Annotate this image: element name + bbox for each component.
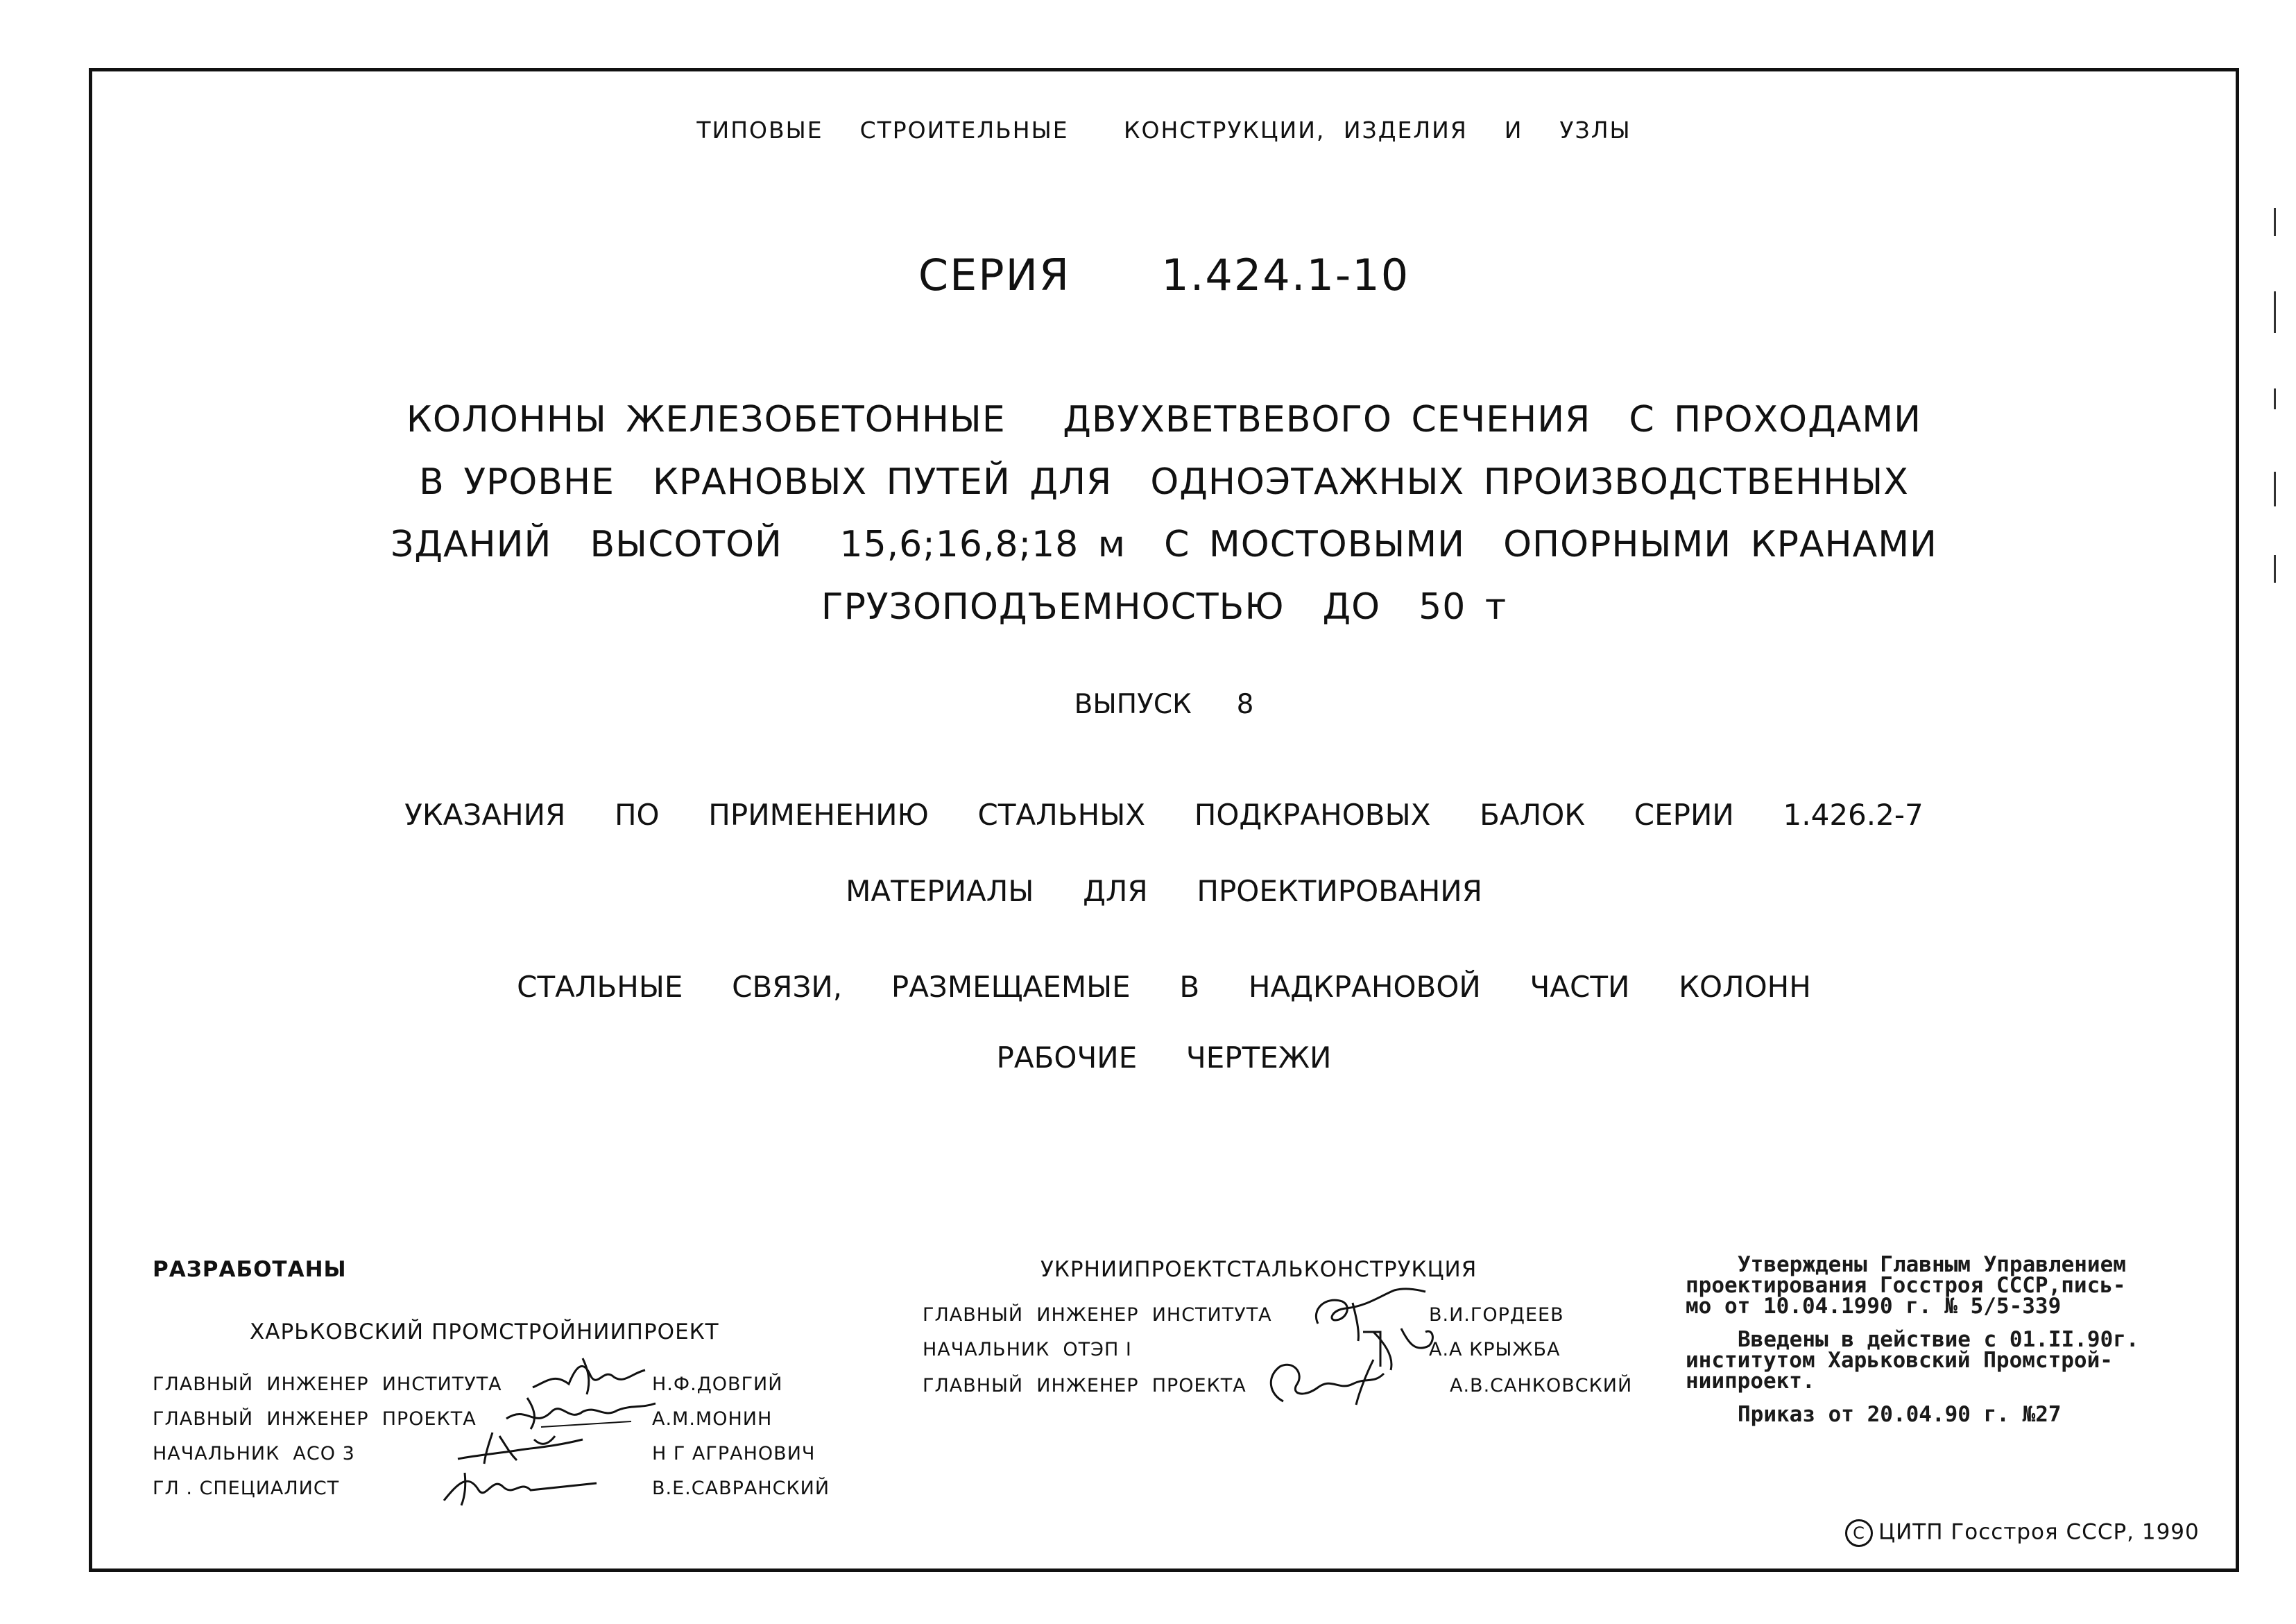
signer-name: А.А КРЫЖБА bbox=[1429, 1339, 1561, 1360]
signer-name: А.М.МОНИН bbox=[652, 1408, 773, 1430]
signer-role: НАЧАЛЬНИК АСО 3 bbox=[153, 1443, 355, 1464]
title-line: ЗДАНИЙ ВЫСОТОЙ 15,6;16,8;18 м С МОСТОВЫМИ ОПОРНЫМИ КРАНАМИ bbox=[391, 524, 1937, 565]
drawings-heading: РАБОЧИЕ ЧЕРТЕЖИ bbox=[996, 1041, 1332, 1075]
handwritten-signature bbox=[437, 1462, 603, 1511]
scan-edge-mark bbox=[2274, 555, 2276, 583]
approval-note bbox=[1686, 1254, 2213, 1437]
bracing-heading: СТАЛЬНЫЕ СВЯЗИ, РАЗМЕЩАЕМЫЕ В НАДКРАНОВОЙ ЧАСТИ КОЛОНН bbox=[517, 970, 1811, 1004]
title-line: КОЛОННЫ ЖЕЛЕЗОБЕТОННЫЕ ДВУХВЕТВЕВОГО СЕЧЕНИЯ С ПРОХОДАМИ bbox=[406, 399, 1922, 441]
approval-line: ниипроект. bbox=[1686, 1369, 1815, 1394]
issue-number: ВЫПУСК 8 bbox=[1074, 689, 1254, 720]
signer-role: ГЛАВНЫЙ ИНЖЕНЕР ПРОЕКТА bbox=[923, 1375, 1246, 1396]
approval-paragraph bbox=[1686, 1329, 2213, 1392]
scan-edge-mark bbox=[2274, 291, 2276, 333]
handwritten-signature bbox=[1262, 1353, 1401, 1408]
signer-name: В.И.ГОРДЕЕВ bbox=[1429, 1304, 1564, 1326]
signer-role: ГЛ . СПЕЦИАЛИСТ bbox=[153, 1478, 340, 1499]
title-line: ГРУЗОПОДЪЕМНОСТЬЮ ДО 50 т bbox=[821, 586, 1507, 628]
approval-paragraph bbox=[1686, 1254, 2213, 1317]
title-line: В УРОВНЕ КРАНОВЫХ ПУТЕЙ ДЛЯ ОДНОЭТАЖНЫХ ПРОИЗВОДСТВЕННЫХ bbox=[419, 461, 1909, 503]
approval-line: проектирования Госстроя СССР,пись- bbox=[1686, 1273, 2126, 1298]
signer-name: А.В.САНКОВСКИЙ bbox=[1450, 1375, 1633, 1396]
scan-edge-mark bbox=[2274, 472, 2276, 506]
signer-name: Н.Ф.ДОВГИЙ bbox=[652, 1374, 783, 1395]
signer-role: ГЛАВНЫЙ ИНЖЕНЕР ПРОЕКТА bbox=[153, 1408, 477, 1430]
signer-role: ГЛАВНЫЙ ИНЖЕНЕР ИНСТИТУТА bbox=[923, 1304, 1272, 1326]
approval-line: мо от 10.04.1990 г. № 5/5-339 bbox=[1686, 1294, 2062, 1319]
materials-heading: МАТЕРИАЛЫ ДЛЯ ПРОЕКТИРОВАНИЯ bbox=[846, 874, 1482, 908]
signer-name: В.Е.САВРАНСКИЙ bbox=[652, 1478, 830, 1499]
signer-role: НАЧАЛЬНИК ОТЭП I bbox=[923, 1339, 1132, 1360]
developed-by-label: РАЗРАБОТАНЫ bbox=[153, 1257, 347, 1282]
approval-paragraph bbox=[1686, 1404, 2213, 1425]
approval-line: Утверждены Главным Управлением bbox=[1738, 1252, 2126, 1277]
developer-organization: ХАРЬКОВСКИЙ ПРОМСТРОЙНИИПРОЕКТ bbox=[250, 1319, 719, 1344]
approval-line: Приказ от 20.04.90 г. №27 bbox=[1738, 1402, 2062, 1427]
scan-edge-mark bbox=[2274, 208, 2276, 236]
copyright-icon: C bbox=[1845, 1519, 1873, 1547]
approval-line: Введены в действие с 01.II.90г. bbox=[1738, 1327, 2139, 1352]
copyright-notice bbox=[1845, 1519, 2200, 1547]
signer-name: Н Г АГРАНОВИЧ bbox=[652, 1443, 816, 1464]
signer-role: ГЛАВНЫЙ ИНЖЕНЕР ИНСТИТУТА bbox=[153, 1374, 502, 1395]
scan-edge-mark bbox=[2274, 388, 2276, 409]
approval-line: институтом Харьковский Промстрой- bbox=[1686, 1348, 2113, 1373]
series-number: СЕРИЯ 1.424.1-10 bbox=[918, 250, 1410, 300]
document-title bbox=[89, 388, 2239, 638]
instructions-heading: УКАЗАНИЯ ПО ПРИМЕНЕНИЮ СТАЛЬНЫХ ПОДКРАНОВЫХ БАЛОК СЕРИИ 1.426.2-7 bbox=[404, 798, 1924, 832]
copyright-text: ЦИТП Госстроя СССР, 1990 bbox=[1878, 1519, 2200, 1545]
handwritten-signature bbox=[451, 1426, 590, 1467]
document-category: ТИПОВЫЕ СТРОИТЕЛЬНЫЕ КОНСТРУКЦИИ, ИЗДЕЛИЯ И УЗЛЫ bbox=[696, 117, 1631, 144]
co-developer-organization: УКРНИИПРОЕКТСТАЛЬКОНСТРУКЦИЯ bbox=[1040, 1257, 1477, 1282]
